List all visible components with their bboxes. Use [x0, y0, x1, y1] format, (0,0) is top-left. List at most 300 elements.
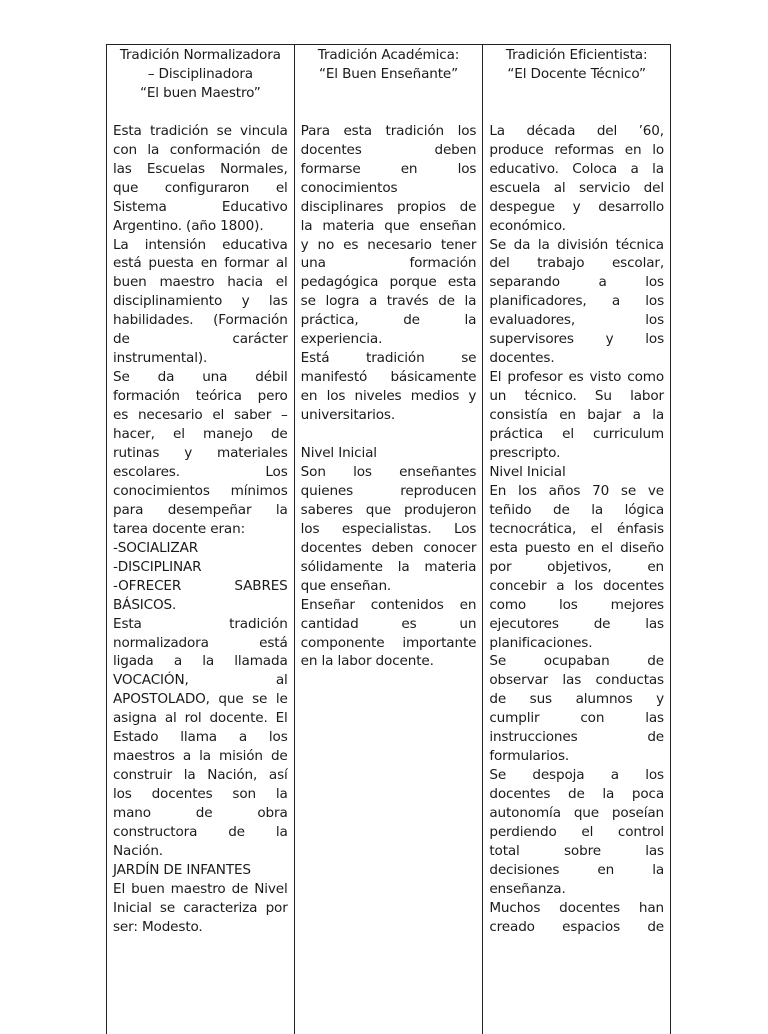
- text-line: docentes.: [489, 350, 555, 367]
- text-line: [489, 330, 664, 349]
- text-line: [113, 236, 288, 255]
- column-academica: [295, 45, 484, 1034]
- text-line: prescripto.: [489, 444, 561, 461]
- word: de: [593, 615, 611, 632]
- word: las: [268, 293, 288, 310]
- text-line: [113, 577, 288, 596]
- word: en: [647, 558, 664, 575]
- word: una: [202, 369, 228, 386]
- word: ejecutores: [489, 615, 559, 632]
- word: normalizadora: [113, 634, 209, 651]
- word: los: [645, 293, 665, 310]
- word: para: [113, 501, 144, 518]
- word: maestros: [113, 748, 175, 765]
- word: con: [113, 141, 137, 158]
- text-line: planificaciones.: [489, 634, 593, 651]
- word: formar: [224, 255, 269, 272]
- word: caracteriza: [183, 899, 258, 916]
- word: enseñan: [419, 217, 477, 234]
- header-line: – Disciplinadora: [147, 65, 253, 82]
- word: hacer,: [113, 426, 155, 443]
- word: le: [275, 691, 288, 708]
- word: Se: [113, 369, 130, 386]
- word: trabajo: [537, 255, 585, 272]
- word: por: [489, 558, 512, 575]
- word: las: [113, 160, 132, 177]
- text-line: [301, 463, 477, 482]
- word: es: [113, 407, 129, 424]
- word: son: [232, 786, 256, 803]
- word: despoja: [532, 767, 585, 784]
- word: cumplir: [489, 710, 540, 727]
- word: Se: [489, 767, 507, 784]
- text-line: [113, 899, 288, 918]
- word: a: [630, 160, 639, 177]
- word: las: [562, 672, 582, 689]
- header-line: Tradición Eficientista:: [505, 47, 648, 63]
- word: –: [281, 407, 288, 424]
- word: la: [275, 786, 288, 803]
- word: control: [617, 824, 664, 841]
- word: esta: [489, 539, 518, 556]
- text-line: [113, 728, 288, 747]
- text-line: [113, 254, 288, 273]
- word: lógica: [624, 501, 664, 518]
- word: Se: [489, 653, 507, 670]
- word: educativo.: [489, 160, 559, 177]
- text-line: formularios.: [489, 748, 570, 765]
- word: los: [558, 596, 578, 613]
- word: década: [526, 122, 576, 139]
- word: asigna: [113, 710, 157, 727]
- word: de: [438, 293, 455, 310]
- word: diseño: [620, 539, 664, 556]
- word: habilidades.: [113, 312, 194, 329]
- word: reformas: [554, 141, 614, 158]
- word: construir: [113, 767, 173, 784]
- text-line: [489, 671, 664, 690]
- text-line: [113, 198, 288, 217]
- word: pedagógica: [300, 274, 379, 291]
- text-line: [301, 615, 477, 634]
- word: del: [489, 255, 510, 272]
- blank-line: [301, 103, 477, 122]
- word: Enseñar: [300, 596, 355, 613]
- word: los: [268, 729, 288, 746]
- word: Sistema: [113, 198, 167, 215]
- text-line: enseñanza.: [489, 880, 566, 897]
- text-line: [113, 709, 288, 728]
- text-line: [301, 292, 477, 311]
- word: de: [568, 786, 585, 803]
- word: la: [275, 501, 288, 518]
- text-line: ser: Modesto.: [113, 918, 203, 935]
- word: cantidad: [300, 615, 359, 632]
- text-line: [489, 918, 664, 937]
- text-line: [489, 122, 664, 141]
- word: materiales: [216, 445, 288, 461]
- word: de: [489, 691, 507, 708]
- text-line: [301, 520, 477, 539]
- text-line: instrumental).: [113, 350, 208, 367]
- word: Escuelas: [146, 160, 205, 177]
- word: porque: [389, 274, 437, 291]
- blank-line: [489, 84, 664, 103]
- word: curriculum: [592, 426, 665, 443]
- word: consistía: [489, 407, 548, 424]
- text-line: Nivel Inicial: [489, 463, 566, 480]
- word: mejores: [610, 596, 664, 613]
- word: a: [632, 407, 641, 424]
- word: de: [270, 426, 288, 443]
- word: del: [596, 122, 618, 139]
- text-line: tarea docente eran:: [113, 520, 246, 537]
- word: la: [300, 217, 313, 234]
- word: a: [610, 767, 619, 784]
- word: que: [573, 805, 599, 822]
- word: desarrollo: [598, 198, 664, 215]
- word: el: [275, 179, 288, 196]
- header-line: “El Buen Enseñante”: [318, 65, 459, 82]
- word: por: [265, 899, 288, 916]
- text-line: [489, 823, 664, 842]
- word: supervisores: [489, 331, 574, 348]
- word: de: [403, 312, 420, 329]
- word: puesto: [524, 539, 571, 556]
- word: técnica: [615, 236, 664, 253]
- word: el: [275, 274, 288, 291]
- word: deben: [434, 141, 477, 158]
- text-line: [301, 217, 477, 236]
- word: VOCACIÓN,: [113, 672, 189, 689]
- word: a: [556, 577, 565, 594]
- text-line: [489, 899, 664, 918]
- word: la: [275, 824, 288, 841]
- text-line: [489, 596, 664, 615]
- word: La: [489, 122, 505, 139]
- word: docentes: [559, 899, 621, 916]
- word: maestro: [170, 880, 226, 897]
- word: llamada: [234, 653, 288, 670]
- word: es: [401, 615, 417, 632]
- word: los: [457, 122, 477, 139]
- text-line: [489, 482, 664, 501]
- word: de: [113, 331, 130, 348]
- word: produce: [489, 141, 544, 158]
- word: los: [645, 767, 664, 784]
- word: enseñantes: [399, 463, 477, 480]
- word: saber: [233, 407, 272, 424]
- word: y: [605, 331, 614, 348]
- word: creado: [489, 918, 535, 935]
- text-line: [301, 141, 477, 160]
- word: buen: [113, 274, 147, 291]
- word: obra: [257, 805, 288, 822]
- word: se: [300, 293, 316, 310]
- word: los: [353, 463, 372, 480]
- word: es: [343, 236, 359, 253]
- word: a: [598, 274, 607, 291]
- word: la: [602, 786, 615, 803]
- word: a: [368, 293, 378, 310]
- text-line: [301, 539, 477, 558]
- word: y: [184, 445, 193, 461]
- word: teórica: [195, 388, 242, 405]
- word: Está: [300, 350, 330, 367]
- word: al: [275, 672, 288, 689]
- text-line: [301, 236, 477, 255]
- text-line: [489, 368, 664, 387]
- column-body: [489, 84, 664, 937]
- word: conocimientos: [113, 482, 210, 499]
- word: los: [645, 312, 665, 329]
- word: concebir: [489, 577, 547, 594]
- word: la: [397, 558, 410, 575]
- word: el: [601, 539, 614, 556]
- text-line: [489, 615, 664, 634]
- word: de: [228, 824, 245, 841]
- word: especialistas.: [341, 520, 432, 537]
- word: los: [518, 482, 537, 499]
- text-line: [489, 861, 664, 880]
- word: planificadores,: [489, 293, 587, 310]
- header-line: “El Docente Técnico”: [507, 65, 646, 82]
- column-body: [113, 103, 288, 937]
- word: través: [386, 293, 429, 310]
- word: configuraron: [164, 179, 250, 196]
- word: las: [645, 710, 664, 727]
- word: instrucciones: [489, 729, 578, 746]
- word: visto: [589, 369, 622, 386]
- word: a: [173, 653, 182, 670]
- word: buen: [131, 880, 165, 897]
- word: los: [113, 786, 132, 803]
- text-line: [489, 577, 664, 596]
- word: en: [624, 141, 642, 158]
- text-line: [301, 198, 477, 217]
- text-line: [113, 747, 288, 766]
- text-line: [113, 141, 288, 160]
- word: ligada: [113, 653, 154, 670]
- word: tecnocrática,: [489, 520, 577, 537]
- text-line: [489, 273, 664, 292]
- word: las: [645, 843, 664, 859]
- word: no: [317, 236, 335, 253]
- text-line: [113, 880, 288, 899]
- word: (Formación: [213, 312, 288, 329]
- word: la: [147, 141, 160, 158]
- word: importante: [402, 634, 477, 651]
- word: carácter: [232, 331, 288, 348]
- word: se: [216, 122, 232, 139]
- text-line: [113, 671, 288, 690]
- word: decisiones: [489, 861, 560, 878]
- word: Nación,: [207, 767, 258, 784]
- word: rol: [184, 710, 202, 727]
- word: componente: [300, 634, 385, 651]
- word: bajar: [587, 407, 622, 424]
- text-line: [489, 254, 664, 273]
- word: servicio: [579, 179, 631, 196]
- word: básicamente: [390, 369, 477, 386]
- word: de: [459, 198, 477, 215]
- word: ’60,: [638, 122, 664, 139]
- word: de: [647, 729, 665, 746]
- column-eficientista: [483, 45, 671, 1034]
- word: formación: [113, 388, 180, 405]
- word: ve: [647, 482, 664, 499]
- word: deben: [371, 539, 414, 556]
- word: manifestó: [300, 369, 368, 386]
- word: que: [113, 179, 139, 196]
- word: docentes: [300, 539, 362, 556]
- word: al: [553, 179, 566, 196]
- word: y: [300, 236, 309, 253]
- text-line: [489, 198, 664, 217]
- word: total: [489, 843, 520, 859]
- word: hacia: [227, 274, 263, 291]
- text-line: [489, 728, 664, 747]
- text-line: [301, 387, 477, 406]
- word: y: [468, 388, 477, 405]
- word: los: [300, 520, 320, 537]
- text-line: [301, 634, 477, 653]
- text-line: [489, 141, 664, 160]
- word: propios: [396, 198, 446, 215]
- text-line: [113, 634, 288, 653]
- word: El: [489, 369, 502, 386]
- word: en: [300, 388, 318, 405]
- word: tradición: [229, 615, 288, 632]
- word: Los: [265, 463, 288, 480]
- word: al: [275, 255, 288, 272]
- text-line: [301, 349, 477, 368]
- word: el: [590, 520, 603, 537]
- text-line: [113, 501, 288, 520]
- word: años: [548, 482, 581, 499]
- blank-line: [301, 84, 477, 103]
- word: poca: [631, 786, 665, 803]
- text-line: [113, 311, 288, 330]
- word: está: [113, 255, 142, 272]
- word: educativa: [222, 236, 288, 253]
- word: produjeron: [404, 501, 477, 518]
- text-line: [113, 690, 288, 709]
- word: Son: [300, 463, 326, 480]
- text-line: universitarios.: [300, 407, 396, 424]
- word: puesta: [148, 255, 194, 272]
- word: saberes: [300, 501, 353, 518]
- word: quienes: [300, 482, 354, 499]
- word: la: [464, 312, 477, 329]
- text-line: [301, 311, 477, 330]
- word: como: [489, 596, 527, 613]
- word: pero: [257, 388, 288, 405]
- word: da: [513, 236, 531, 253]
- text-line: [489, 785, 664, 804]
- text-line: que enseñan.: [300, 577, 392, 594]
- word: los: [645, 274, 664, 291]
- word: a: [182, 748, 192, 765]
- word: mano: [113, 805, 151, 822]
- word: En: [489, 482, 507, 499]
- word: da: [157, 369, 175, 386]
- text-line: [489, 236, 664, 255]
- word: APOSTOLADO,: [113, 691, 210, 708]
- text-line: [489, 652, 664, 671]
- text-line: [489, 539, 664, 558]
- word: la: [652, 160, 664, 177]
- word: que: [365, 501, 391, 518]
- word: escuela: [489, 179, 541, 196]
- word: en: [577, 539, 595, 556]
- word: lo: [652, 141, 665, 158]
- text-line: [489, 804, 664, 823]
- text-line: [489, 501, 664, 520]
- word: logra: [325, 293, 360, 310]
- word: desempeñar: [167, 501, 252, 518]
- word: docentes: [151, 786, 213, 803]
- word: -OFRECER: [113, 577, 182, 594]
- word: observar: [489, 672, 549, 689]
- word: práctica: [489, 426, 544, 443]
- text-line: [301, 558, 477, 577]
- word: despegue: [489, 198, 555, 215]
- text-line: [489, 709, 664, 728]
- text-line: [489, 387, 664, 406]
- word: docente.: [209, 710, 268, 727]
- word: de: [270, 141, 288, 158]
- word: a: [238, 729, 248, 746]
- word: profesor: [507, 369, 563, 386]
- word: SABRES: [234, 577, 288, 594]
- word: que: [384, 217, 410, 234]
- word: ocupaban: [543, 653, 610, 670]
- text-line: [489, 558, 664, 577]
- word: objetivos,: [547, 558, 612, 575]
- word: materia: [424, 558, 477, 575]
- word: constructora: [113, 824, 198, 841]
- word: Inicial: [113, 899, 152, 916]
- word: sus: [529, 691, 552, 708]
- word: en: [459, 596, 477, 613]
- word: está: [259, 634, 288, 651]
- word: de: [647, 653, 664, 670]
- word: evaluadores,: [489, 312, 576, 329]
- text-line: [113, 463, 288, 482]
- text-line: [301, 160, 477, 179]
- word: se: [252, 691, 268, 708]
- word: Estado: [113, 729, 159, 746]
- word: los: [645, 331, 665, 348]
- text-line: en la labor docente.: [300, 653, 434, 670]
- column-normalizadora: [107, 45, 295, 1034]
- word: las: [645, 615, 664, 632]
- word: Los: [454, 520, 477, 537]
- word: manejo: [203, 426, 253, 443]
- text-line: JARDÍN DE INFANTES: [113, 861, 251, 878]
- text-line: [301, 273, 477, 292]
- word: Esta: [113, 615, 142, 632]
- word: 70: [592, 482, 610, 499]
- word: la: [652, 861, 665, 878]
- word: vincula: [240, 122, 288, 139]
- word: Su: [594, 388, 612, 405]
- word: sólidamente: [300, 558, 383, 575]
- text-line: [113, 179, 288, 198]
- word: la: [591, 501, 604, 518]
- word: necesario: [367, 236, 432, 253]
